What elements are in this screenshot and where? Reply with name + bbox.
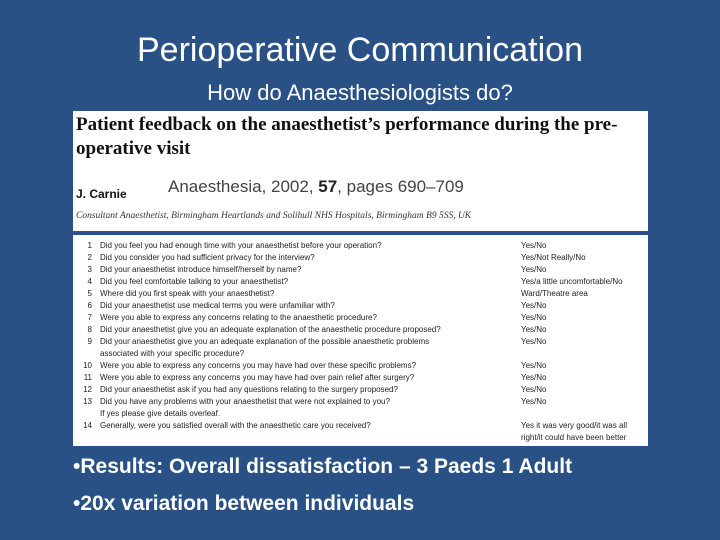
question-text: associated with your specific procedure? [100, 349, 245, 358]
questionnaire-row [73, 360, 648, 372]
question-number: 6 [87, 301, 92, 310]
questionnaire-row [73, 348, 648, 360]
questionnaire-table [73, 235, 648, 446]
question-answer: Yes/No [521, 325, 547, 334]
question-answer: Yes/No [521, 241, 547, 250]
question-number: 11 [83, 373, 92, 382]
questionnaire-row [73, 252, 648, 264]
bullet-results: •Results: Overall dissatisfaction – 3 Paeds 1 Adult [73, 455, 573, 478]
question-number: 4 [87, 277, 92, 286]
question-text: If yes please give details overleaf. [100, 409, 221, 418]
question-answer: Yes/a little uncomfortable/No [521, 277, 623, 286]
question-text: Did you have any problems with your anaesthetist that were not explained to you? [100, 397, 390, 406]
question-text: Did your anaesthetist introduce himself/herself by name? [100, 265, 302, 274]
question-number: 8 [87, 325, 92, 334]
citation-suffix: , pages 690–709 [337, 177, 464, 196]
questionnaire-row [73, 432, 648, 444]
question-number: 10 [83, 361, 92, 370]
question-number: 13 [83, 397, 92, 406]
questionnaire-row [73, 240, 648, 252]
questionnaire-row [73, 384, 648, 396]
question-text: Did you feel you had enough time with your anaesthetist before your operation? [100, 241, 382, 250]
question-text: Were you able to express any concerns you may have had over pain relief after surgery? [100, 373, 415, 382]
questionnaire-row [73, 396, 648, 408]
question-answer: Ward/Theatre area [521, 289, 588, 298]
question-text: Generally, were you satisfied overall with the anaesthetic care you received? [100, 421, 371, 430]
question-number: 14 [83, 421, 92, 430]
bullet-variation: •20x variation between individuals [73, 492, 415, 515]
question-number: 3 [87, 265, 92, 274]
question-text: Did your anaesthetist give you an adequate explanation of the possible anaesthetic problems [100, 337, 430, 346]
paper-affiliation: Consultant Anaesthetist, Birmingham Heartlands and Solihull NHS Hospitals, Birmingham B9 5SS, UK [76, 211, 472, 221]
question-answer: Yes/No [521, 397, 547, 406]
questionnaire-row [73, 372, 648, 384]
question-text: Did your anaesthetist ask if you had any questions relating to the surgery proposed? [100, 385, 398, 394]
question-answer: right/it could have been better [521, 433, 627, 442]
question-text: Were you able to express any concerns you may have had over these specific problems? [100, 361, 417, 370]
question-number: 9 [87, 337, 92, 346]
question-answer: Yes/No [521, 361, 547, 370]
question-number: 7 [87, 313, 92, 322]
question-answer: Yes/No [521, 265, 547, 274]
question-text: Did you consider you had sufficient privacy for the interview? [100, 253, 315, 262]
paper-header-excerpt [73, 111, 648, 231]
questionnaire-row [73, 336, 648, 348]
slide-title: Perioperative Communication [137, 31, 583, 69]
question-text: Did your anaesthetist use medical terms you were unfamiliar with? [100, 301, 335, 310]
paper-citation [168, 177, 464, 197]
questionnaire-row [73, 420, 648, 432]
question-number: 5 [87, 289, 92, 298]
questionnaire-row [73, 324, 648, 336]
question-answer: Yes/No [521, 337, 547, 346]
question-number: 12 [83, 385, 92, 394]
question-answer: Yes/No [521, 373, 547, 382]
questionnaire-row [73, 288, 648, 300]
question-text: Were you able to express any concerns relating to the anaesthetic procedure? [100, 313, 377, 322]
question-text: Did you feel comfortable talking to your anaesthetist? [100, 277, 289, 286]
questionnaire-row [73, 312, 648, 324]
questionnaire-row [73, 300, 648, 312]
question-text: Did your anaesthetist give you an adequate explanation of the anaesthetic procedure proposed? [100, 325, 441, 334]
question-answer: Yes/No [521, 301, 547, 310]
citation-volume: 57 [318, 177, 338, 196]
paper-title: Patient feedback on the anaesthetist’s performance during the pre-operative visit [76, 114, 618, 159]
question-answer: Yes it was very good/it was all [521, 421, 627, 430]
question-number: 2 [87, 253, 92, 262]
questionnaire-row [73, 264, 648, 276]
slide-subtitle: How do Anaesthesiologists do? [207, 80, 513, 105]
question-answer: Yes/No [521, 385, 547, 394]
citation-prefix: Anaesthesia, 2002, [168, 177, 319, 196]
paper-author: J. Carnie [76, 187, 127, 201]
questionnaire-row [73, 408, 648, 420]
question-answer: Yes/No [521, 313, 547, 322]
question-answer: Yes/Not Really/No [521, 253, 586, 262]
questionnaire-row [73, 276, 648, 288]
question-text: Where did you first speak with your anaesthetist? [100, 289, 275, 298]
question-number: 1 [87, 241, 92, 250]
